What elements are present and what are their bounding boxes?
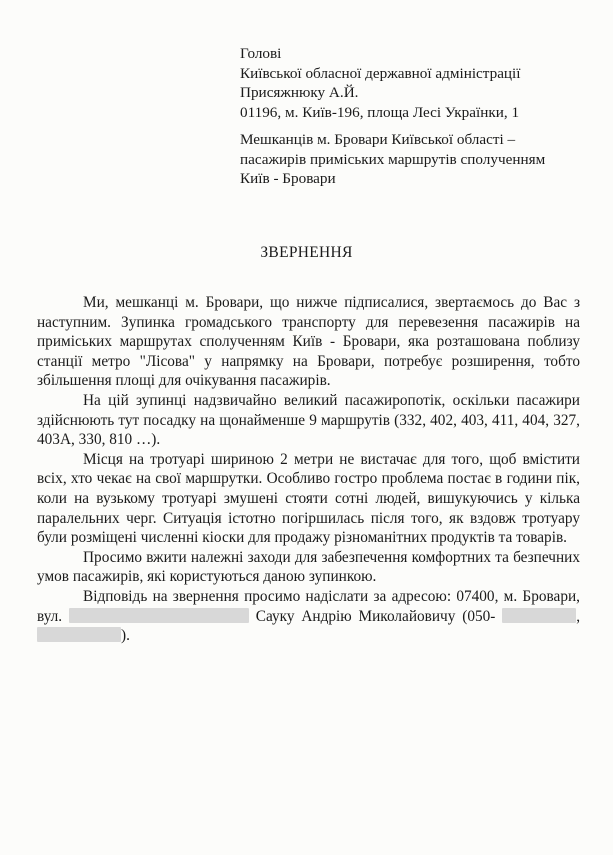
- sender-line: Мешканців м. Бровари Київської області –: [240, 131, 516, 148]
- reply-text-end: ).: [121, 627, 130, 645]
- redacted-phone-1: [502, 608, 576, 623]
- recipient-line: Київської обласної державної адміністрації: [240, 64, 521, 82]
- recipient-address: 01196, м. Київ-196, площа Лесі Українки, 1: [240, 103, 520, 121]
- recipient-block: [240, 44, 521, 122]
- paragraph-reply-address: [37, 587, 580, 646]
- paragraph: На цій зупинці надзвичайно великий пасажиропотік, оскільки пасажири здійснюють тут посадку на щонайменше 9 маршрутів (332, 402, 403, 411, 404, 327, 403А, 330, 810 …).: [37, 391, 580, 449]
- redacted-street: [69, 608, 249, 623]
- letter-body: [37, 293, 580, 646]
- paragraph: Просимо вжити належні заходи для забезпечення комфортних та безпечних умов пасажирів, які користуються даною зупинкою.: [37, 548, 580, 586]
- reply-separator: ,: [576, 607, 581, 625]
- sender-block: [240, 130, 545, 189]
- redacted-phone-2: [37, 627, 121, 642]
- paragraph: Місця на тротуарі шириною 2 метри не вистачає для того, щоб вмістити всіх, хто чекає на свої маршрутки. Особливо гостро проблема постає в години пік, коли на вузькому тротуарі змушені стояти сотні людей, вишукуючись у кілька паралельних черг. Ситуація істотно погіршилась після того, як вздовж тротуару були розміщені численні кіоски для продажу різноманітних продуктів та товарів.: [37, 450, 580, 547]
- reply-text-middle: Сауку Андрію Миколайовичу (050-: [255, 607, 496, 625]
- sender-line: пасажирів приміських маршрутів сполученням: [240, 150, 546, 168]
- document-title: ЗВЕРНЕННЯ: [260, 244, 353, 261]
- recipient-line: Голові: [240, 45, 282, 62]
- recipient-line: Присяжнюку А.Й.: [240, 84, 359, 101]
- paragraph: Ми, мешканці м. Бровари, що нижче підписалися, звертаємось до Вас з наступним. Зупинка громадського транспорту для перевезення пасажирів на приміських маршрутах сполученням Київ - Бровари, яка розташована поблизу станції метро "Лісова" у напрямку на Бровари, потребує розширення, тобто збільшення площі для очікування пасажирів.: [37, 294, 580, 390]
- sender-line: Київ - Бровари: [240, 170, 336, 187]
- reply-text-start: Відповідь на звернення просимо надіслати за адресою: 07400, м. Бровари, вул.: [37, 587, 580, 625]
